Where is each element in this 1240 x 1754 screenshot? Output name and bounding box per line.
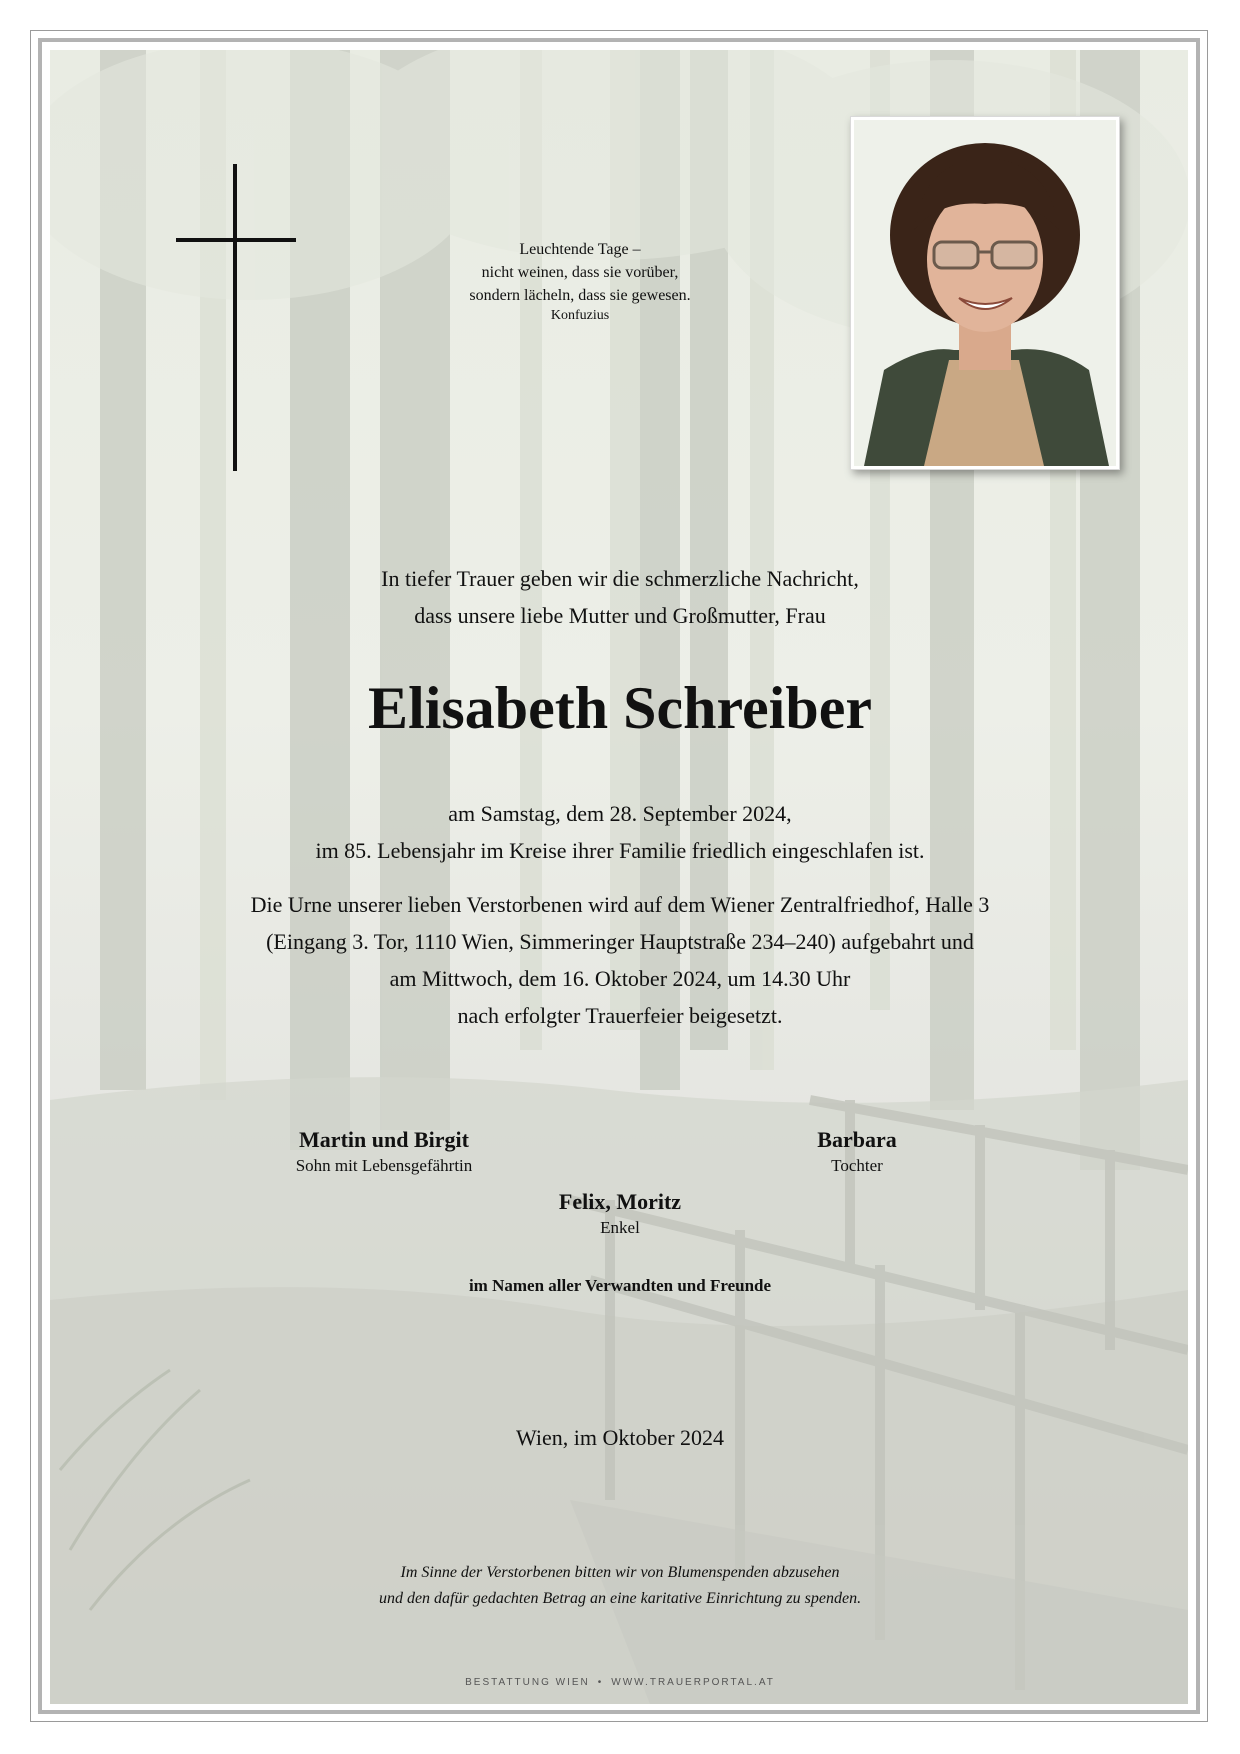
mourner-son — [234, 1125, 534, 1177]
intro-line: In tiefer Trauer geben wir die schmerzliche Nachricht, — [381, 566, 859, 591]
mourner-relation: Sohn mit Lebensgefährtin — [295, 1156, 473, 1175]
quote-line: sondern lächeln, dass sie gewesen. — [469, 287, 691, 304]
deceased-name: Elisabeth Schreiber — [368, 675, 872, 741]
funeral-line: Die Urne unserer lieben Verstorbenen wird auf dem Wiener Zentralfriedhof, Halle 3 — [250, 892, 990, 917]
quote-line: nicht weinen, dass sie vorüber, — [481, 264, 679, 281]
footer-company: BESTATTUNG WIEN — [465, 1677, 590, 1688]
place-date: Wien, im Oktober 2024 — [515, 1425, 725, 1450]
mourner-daughter — [707, 1125, 1007, 1177]
funeral-line: nach erfolgter Trauerfeier beigesetzt. — [457, 1003, 783, 1028]
mourner-relation: Enkel — [600, 1218, 640, 1237]
death-details — [180, 795, 1060, 869]
mourner-name: Martin und Birgit — [299, 1127, 469, 1152]
death-line: im 85. Lebensjahr im Kreise ihrer Familie friedlich eingeschlafen ist. — [315, 838, 925, 863]
cross-icon-bar — [176, 238, 296, 242]
mourner-grandchildren — [470, 1187, 770, 1239]
intro-line: dass unsere liebe Mutter und Großmutter, Frau — [414, 603, 826, 628]
epigraph-quote — [400, 238, 760, 325]
funeral-line: am Mittwoch, dem 16. Oktober 2024, um 14.30 Uhr — [389, 966, 851, 991]
mourner-relation: Tochter — [831, 1156, 883, 1175]
quote-author: Konfuzius — [550, 308, 610, 323]
announcement-intro — [220, 560, 1020, 634]
cross-icon — [233, 164, 237, 471]
footer-website-link[interactable]: WWW.TRAUERPORTAL.AT — [611, 1677, 775, 1688]
note-line: Im Sinne der Verstorbenen bitten wir von Blumenspenden abzusehen — [400, 1564, 840, 1581]
funeral-details — [160, 886, 1080, 1034]
mourner-name: Felix, Moritz — [558, 1189, 682, 1214]
footer-separator: • — [597, 1677, 604, 1688]
footer — [320, 1676, 920, 1690]
mourner-name: Barbara — [817, 1127, 897, 1152]
relatives-line: im Namen aller Verwandten und Freunde — [468, 1276, 772, 1295]
funeral-line: (Eingang 3. Tor, 1110 Wien, Simmeringer Hauptstraße 234–240) aufgebahrt und — [266, 929, 974, 954]
flower-note — [220, 1560, 1020, 1612]
portrait-photo — [850, 116, 1120, 470]
note-line: und den dafür gedachten Betrag an eine karitative Einrichtung zu spenden. — [378, 1590, 862, 1607]
death-line: am Samstag, dem 28. September 2024, — [448, 801, 792, 826]
quote-line: Leuchtende Tage – — [519, 241, 641, 258]
